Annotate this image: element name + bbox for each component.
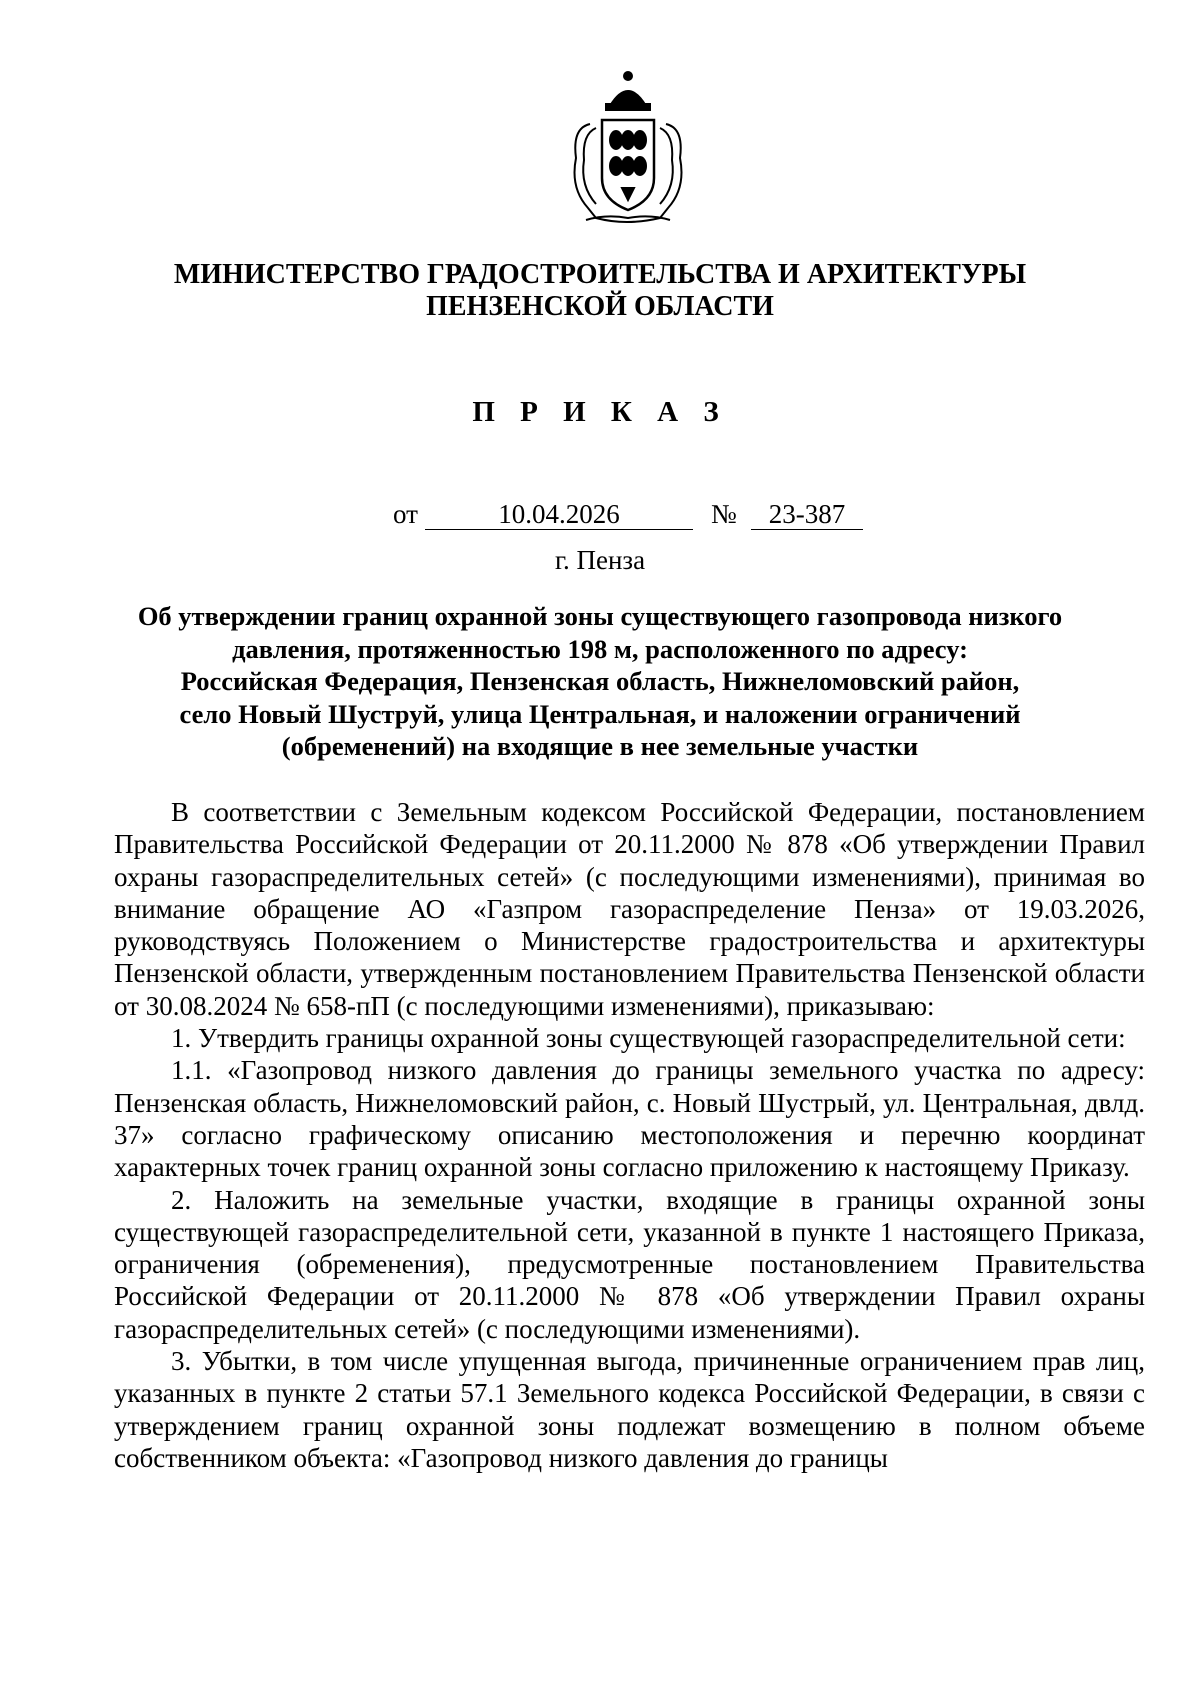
coat-of-arms-emblem (566, 68, 690, 226)
ministry-name-line1: МИНИСТЕРСТВО ГРАДОСТРОИТЕЛЬСТВА И АРХИТЕКТУРЫ (173, 259, 1027, 290)
city: г. Пенза (554, 545, 646, 575)
heading-line: Об утверждении границ охранной зоны существующего газопровода низкого (137, 601, 1063, 631)
order-date: 10.04.2026 (425, 498, 693, 530)
order-heading (100, 600, 1100, 763)
item-2-paragraph: 2. Наложить на земельные участки, входящие в границы охранной зоны существующей газораспределительной сети, указанной в пункте 1 настоящего Приказа, ограничения (обременения), предусмотренные постановлением Правительства Российской Федерации от 20.11.2000 № 878 «Об утверждении Правил охраны газораспределительных сетей» (с последующими изменениями). (114, 1184, 1145, 1344)
order-title: П Р И К А З (472, 396, 728, 428)
order-number: 23-387 (751, 498, 863, 530)
heading-line: село Новый Шуструй, улица Центральная, и наложении ограничений (179, 698, 1021, 729)
item-3-paragraph: 3. Убытки, в том числе упущенная выгода, причиненные ограничением прав лиц, указанных в пункте 2 статьи 57.1 Земельного кодекса Российской Федерации, в связи с утверждением границ охранной зоны подлежат возмещению в полном объеме собственником объекта: «Газопровод низкого давления до границы (114, 1346, 1145, 1473)
heading-line: давления, протяженностью 198 м, расположенного по адресу: (232, 633, 968, 664)
item-1-1-paragraph: 1.1. «Газопровод низкого давления до границы земельного участка по адресу: Пензенская область, Нижнеломовский район, с. Новый Шустрый, ул. Центральная, двлд. 37» согласно графическому описанию местоположения и перечню координат характерных точек границ охранной зоны согласно приложению к настоящему Приказу. (114, 1055, 1145, 1183)
date-prefix: от (393, 499, 418, 529)
ministry-name (100, 259, 1100, 323)
order-body (114, 796, 1145, 1474)
preamble-paragraph: В соответствии с Земельным кодексом Российской Федерации, постановлением Правительства Российской Федерации от 20.11.2000 № 878 «Об утверждении Правил охраны газораспределительных сетей» (с последующими изменениями), принимая во внимание обращение АО «Газпром газораспределение Пенза» от 19.03.2026, руководствуясь Положением о Министерстве градостроительства и архитектуры Пензенской области, утвержденным постановлением Правительства Пензенской области от 30.08.2024 № 658-пП (с последующими изменениями), приказываю: (114, 797, 1145, 1021)
number-prefix: № (711, 499, 737, 529)
heading-line: (обременений) на входящие в нее земельные участки (281, 731, 919, 761)
ministry-name-line2: ПЕНЗЕНСКОЙ ОБЛАСТИ (426, 291, 774, 322)
item-1-paragraph: 1. Утвердить границы охранной зоны существующей газораспределительной сети: (171, 1023, 1126, 1054)
heading-line: Российская Федерация, Пензенская область, Нижнеломовский район, (180, 666, 1020, 696)
